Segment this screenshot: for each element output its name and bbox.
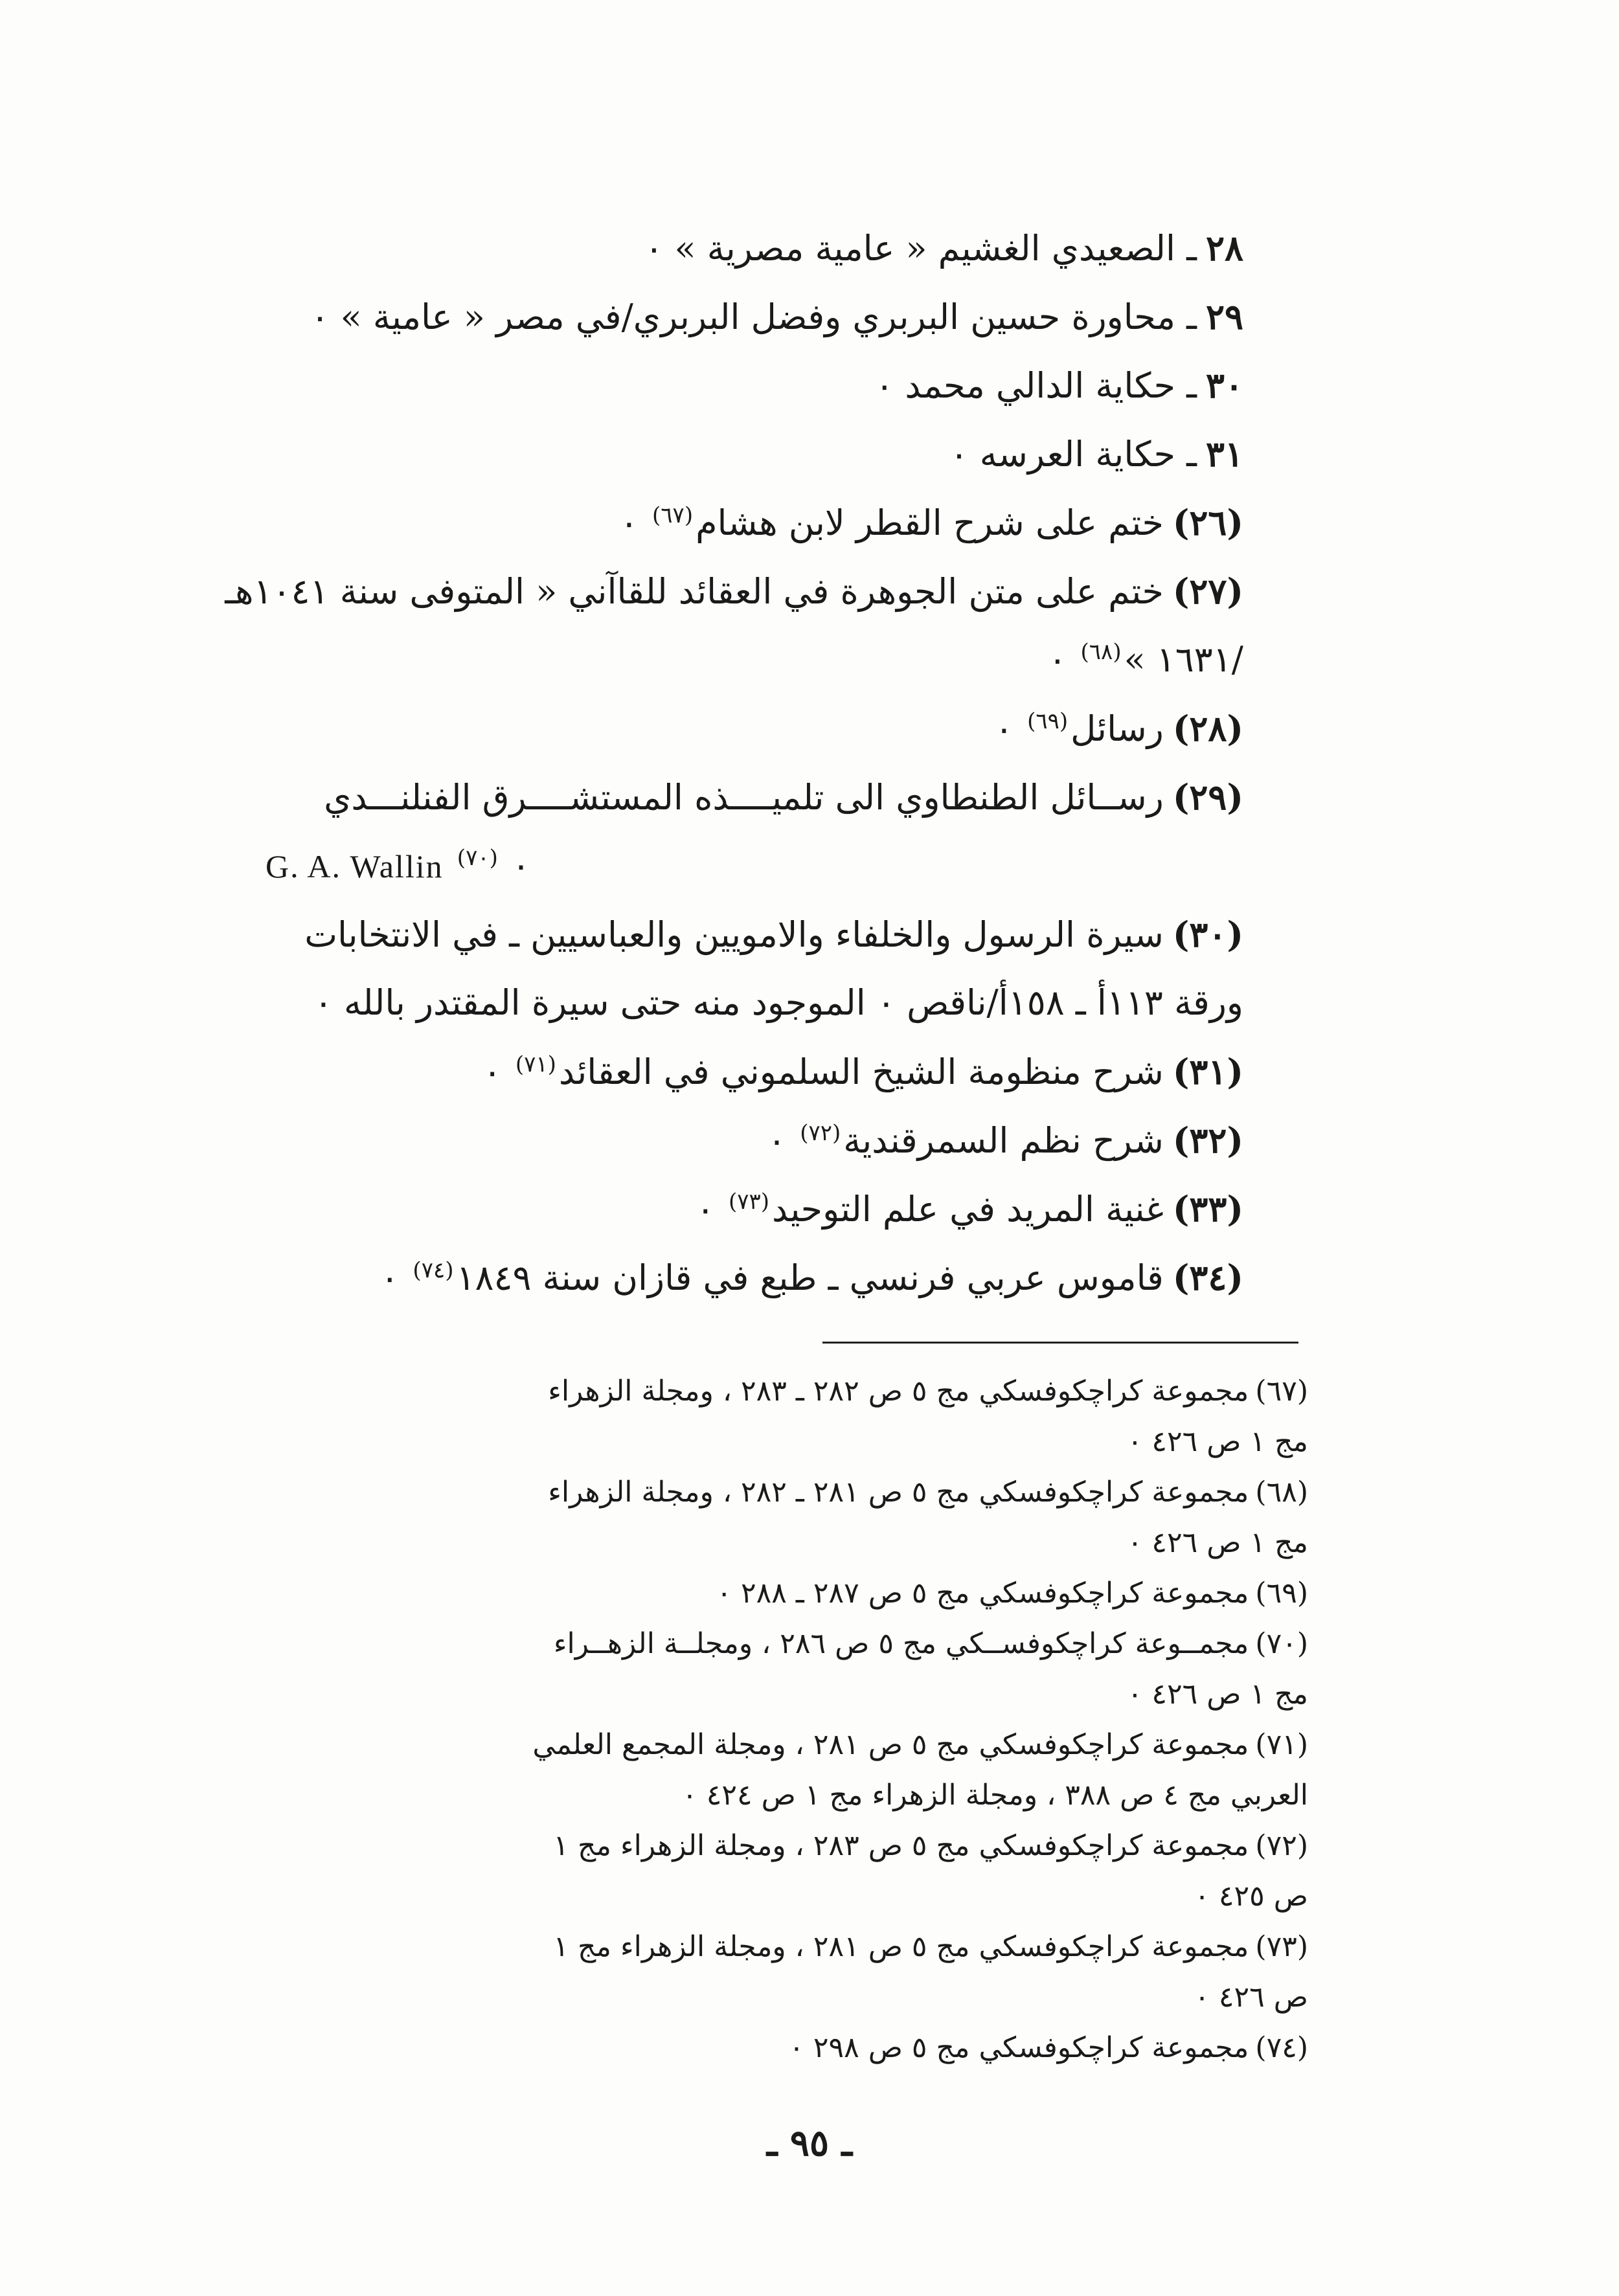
footnote-continuation: [233, 1770, 1308, 1821]
entry-text: قاموس عربي فرنسي ـ طبع في قازان سنة ١٨٤٩: [456, 1257, 1164, 1298]
item-text: ـ محاورة حسين البربري وفضل البربري/في مصر « عامية » ٠: [310, 297, 1197, 337]
footnote-ref: (٦٩): [1027, 708, 1069, 734]
body-line: [266, 694, 1243, 763]
entry-end-mark: ٠: [767, 1120, 787, 1161]
footnote: [233, 1568, 1308, 1619]
footnote: [233, 1720, 1308, 1770]
entry-number: (٣١): [1172, 1051, 1243, 1092]
footnote-number: (٦٧): [1255, 1375, 1308, 1408]
footnote-text: مجموعة كراچكوفسكي مج ٥ ص ٢٨١ ، ومجلة الزهراء مج ١: [553, 1930, 1249, 1963]
item-number: ٢٩: [1205, 296, 1243, 337]
footnote-number: (٧٤): [1255, 2031, 1308, 2064]
item-number: ٣١: [1205, 433, 1243, 475]
footnote-continuation: [233, 1669, 1308, 1720]
entry-end-mark: ٠: [696, 1189, 715, 1230]
entry-number: (٣٠): [1172, 914, 1243, 955]
footnote-ref: (٦٨): [1080, 639, 1122, 665]
body-line: [266, 214, 1243, 282]
main-text: [225, 214, 1243, 1312]
footnote-ref: (٧٢): [800, 1120, 841, 1146]
footnote-number: (٧١): [1255, 1728, 1308, 1761]
item-number: ٣٠: [1205, 365, 1243, 406]
entry-number: (٢٧): [1172, 570, 1243, 612]
item-text: ـ حكاية الدالي محمد ٠: [875, 365, 1197, 406]
body-line: [266, 488, 1243, 557]
item-text: ـ الصعيدي الغشيم « عامية مصرية » ٠: [644, 228, 1197, 269]
body-line: [266, 351, 1243, 420]
item-number: ٢٨: [1205, 227, 1243, 269]
body-line: [266, 900, 1243, 969]
entry-number: (٢٦): [1172, 502, 1243, 543]
footnote-number: (٦٨): [1255, 1476, 1308, 1509]
body-line: [266, 763, 1243, 831]
entry-text: شرح نظم السمرقندية: [843, 1120, 1164, 1161]
footnote-text: مجموعة كراچكوفسكي مج ٥ ص ٢٩٨ ٠: [789, 2031, 1249, 2064]
footnote-continuation: [233, 1518, 1308, 1568]
body-line: [266, 969, 1243, 1037]
footnote-number: (٧٠): [1255, 1627, 1308, 1660]
footnote: [233, 2023, 1308, 2073]
page-number: ـ ٩٥ ـ: [767, 2122, 852, 2165]
entry-text: سيرة الرسول والخلفاء والامويين والعباسيين ـ في الانتخابات: [304, 914, 1164, 955]
footnote: [233, 1922, 1308, 1972]
footnote-divider: [822, 1342, 1298, 1344]
footnote-text: ص ٤٢٦ ٠: [1194, 1981, 1308, 2014]
entry-end-mark: ٠: [1048, 639, 1067, 680]
body-line: [266, 282, 1243, 351]
footnote-text: مجموعة كراچكوفسكي مج ٥ ص ٢٨١ ـ ٢٨٢ ، ومجلة الزهراء: [548, 1476, 1249, 1509]
footnote-number: (٦٩): [1255, 1577, 1308, 1610]
footnote-ref: (٧٤): [413, 1257, 454, 1283]
footnote: [233, 1619, 1308, 1669]
body-line: [266, 420, 1243, 488]
footnote-text: ص ٤٢٥ ٠: [1194, 1880, 1308, 1913]
footnote-text: مج ١ ص ٤٢٦ ٠: [1127, 1678, 1308, 1711]
entry-end-mark: ٠: [619, 502, 639, 543]
body-line: [225, 557, 1243, 625]
body-line: [266, 1175, 1243, 1243]
entry-number: (٣٤): [1172, 1257, 1243, 1298]
entry-end-mark: ٠: [380, 1257, 400, 1298]
footnote: [233, 1821, 1308, 1871]
entry-end-mark: ٠: [482, 1052, 502, 1092]
footnote-continuation: [233, 1972, 1308, 2023]
footnote-continuation: [233, 1417, 1308, 1467]
footnote-text: مجمــوعة كراچكوفســكي مج ٥ ص ٢٨٦ ، ومجلــة الزهــراء: [553, 1627, 1249, 1660]
body-line: [266, 1106, 1243, 1175]
footnote-number: (٧٢): [1255, 1829, 1308, 1862]
entry-text: شرح منظومة الشيخ السلموني في العقائد: [558, 1052, 1164, 1092]
body-line: [266, 1243, 1243, 1312]
footnote-ref: (٧٣): [728, 1189, 770, 1215]
body-line: [266, 1037, 1243, 1106]
entry-text: رســائل الطنطاوي الى تلميــــذه المستشــــرق الفنلنـــدي: [324, 777, 1164, 818]
entry-number: (٣٢): [1172, 1120, 1243, 1161]
footnote-text: العربي مج ٤ ص ٣٨٨ ، ومجلة الزهراء مج ١ ص ٤٢٤ ٠: [682, 1779, 1308, 1812]
entry-text: ورقة ١١٣أ ـ ١٥٨أ/ناقص ٠ الموجود منه حتى سيرة المقتدر بالله ٠: [313, 982, 1243, 1023]
footnote: [233, 1467, 1308, 1518]
entry-end-mark: ٠: [512, 845, 531, 886]
footnote-ref: (٧١): [515, 1052, 556, 1077]
footnotes: [233, 1366, 1308, 2073]
entry-number: (٢٩): [1172, 776, 1243, 818]
footnote-text: مجموعة كراچكوفسكي مج ٥ ص ٢٨٧ ـ ٢٨٨ ٠: [716, 1577, 1249, 1610]
footnote-text: مج ١ ص ٤٢٦ ٠: [1127, 1526, 1308, 1559]
footnote-text: مجموعة كراچكوفسكي مج ٥ ص ٢٨٢ ـ ٢٨٣ ، ومجلة الزهراء: [548, 1375, 1249, 1408]
latin-name: G. A. Wallin: [266, 848, 444, 884]
footnote-ref: (٧٠): [457, 845, 498, 871]
footnote-text: مج ١ ص ٤٢٦ ٠: [1127, 1425, 1308, 1458]
entry-text: /١٦٣١ »: [1124, 639, 1243, 680]
footnote-text: مجموعة كراچكوفسكي مج ٥ ص ٢٨١ ، ومجلة المجمع العلمي: [532, 1728, 1249, 1761]
entry-text: غنية المريد في علم التوحيد: [772, 1189, 1164, 1230]
footnote: [233, 1366, 1308, 1417]
body-line: [266, 831, 1243, 900]
entry-number: (٢٨): [1172, 708, 1243, 749]
footnote-number: (٧٣): [1255, 1930, 1308, 1963]
footnote-text: مجموعة كراچكوفسكي مج ٥ ص ٢٨٣ ، ومجلة الزهراء مج ١: [553, 1829, 1249, 1862]
entry-number: (٣٣): [1172, 1188, 1243, 1230]
entry-text: ختم على متن الجوهرة في العقائد للقاآني « المتوفى سنة ١٠٤١هـ: [225, 571, 1164, 612]
body-line: [266, 625, 1243, 694]
item-text: ـ حكاية العرسه ٠: [949, 434, 1197, 475]
entry-text: رسائل: [1070, 708, 1164, 749]
footnote-ref: (٦٧): [652, 502, 694, 528]
footnote-continuation: [233, 1871, 1308, 1922]
entry-text: ختم على شرح القطر لابن هشام: [696, 502, 1164, 543]
entry-end-mark: ٠: [994, 708, 1013, 749]
